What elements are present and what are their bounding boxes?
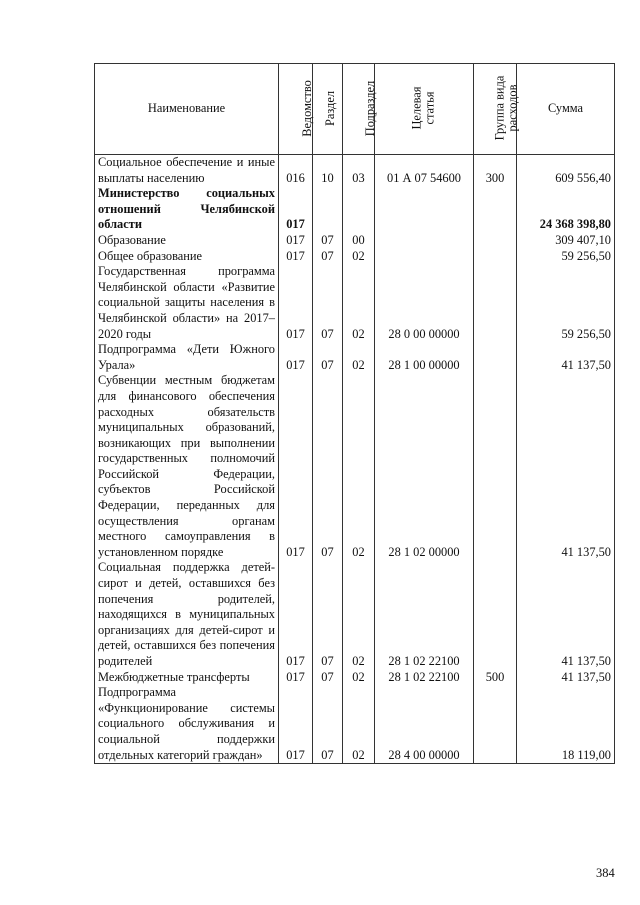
col-header-summa: Сумма	[517, 64, 615, 155]
cell-celevaya-statya	[375, 249, 474, 265]
cell-vedomstvo: 017	[279, 264, 313, 342]
col-header-name: Наименование	[95, 64, 279, 155]
cell-celevaya-statya: 28 4 00 00000	[375, 685, 474, 763]
cell-razdel: 10	[313, 155, 343, 187]
cell-celevaya-statya: 28 1 02 22100	[375, 560, 474, 669]
cell-gruppa-vida-rashodov	[474, 373, 517, 560]
cell-vedomstvo: 017	[279, 186, 313, 233]
cell-summa: 41 137,50	[517, 373, 615, 560]
col-header-gruppa-vida-rashodov: Группа вида расходов	[474, 64, 517, 155]
cell-razdel: 07	[313, 685, 343, 763]
cell-gruppa-vida-rashodov: 300	[474, 155, 517, 187]
cell-name: Образование	[95, 233, 279, 249]
cell-name: Министерство социальных отношений Челябинской области	[95, 186, 279, 233]
cell-celevaya-statya: 01 А 07 54600	[375, 155, 474, 187]
cell-name: Межбюджетные трансферты	[95, 670, 279, 686]
cell-name: Государственная программа Челябинской области «Развитие социальной защиты населения в Челябинской области» на 2017–2020 годы	[95, 264, 279, 342]
cell-razdel: 07	[313, 670, 343, 686]
cell-summa: 59 256,50	[517, 264, 615, 342]
cell-celevaya-statya: 28 1 02 22100	[375, 670, 474, 686]
cell-vedomstvo: 017	[279, 670, 313, 686]
table-row	[95, 233, 615, 249]
cell-podrazdel	[343, 186, 375, 233]
cell-podrazdel: 02	[343, 342, 375, 373]
cell-vedomstvo: 017	[279, 685, 313, 763]
col-header-podrazdel: Подраздел	[343, 64, 375, 155]
col-header-razdel: Раздел	[313, 64, 343, 155]
cell-summa: 41 137,50	[517, 560, 615, 669]
cell-gruppa-vida-rashodov	[474, 186, 517, 233]
cell-podrazdel: 02	[343, 685, 375, 763]
cell-summa: 24 368 398,80	[517, 186, 615, 233]
cell-gruppa-vida-rashodov	[474, 685, 517, 763]
cell-celevaya-statya: 28 1 00 00000	[375, 342, 474, 373]
cell-razdel: 07	[313, 233, 343, 249]
cell-name: Подпрограмма «Дети Южного Урала»	[95, 342, 279, 373]
table-row	[95, 342, 615, 373]
cell-celevaya-statya: 28 1 02 00000	[375, 373, 474, 560]
cell-vedomstvo: 017	[279, 233, 313, 249]
cell-summa: 609 556,40	[517, 155, 615, 187]
cell-name: Социальная поддержка детей-сирот и детей, оставшихся без попечения родителей, находящихся в муниципальных организациях для детей-сирот и детей, оставшихся без попечения родителей	[95, 560, 279, 669]
table-row	[95, 685, 615, 763]
cell-name: Общее образование	[95, 249, 279, 265]
cell-celevaya-statya	[375, 186, 474, 233]
cell-podrazdel: 02	[343, 249, 375, 265]
cell-podrazdel: 02	[343, 373, 375, 560]
cell-celevaya-statya	[375, 233, 474, 249]
cell-summa: 59 256,50	[517, 249, 615, 265]
cell-gruppa-vida-rashodov: 500	[474, 670, 517, 686]
cell-razdel: 07	[313, 342, 343, 373]
cell-razdel: 07	[313, 373, 343, 560]
cell-summa: 41 137,50	[517, 342, 615, 373]
table-row	[95, 373, 615, 560]
cell-vedomstvo: 017	[279, 342, 313, 373]
cell-summa: 41 137,50	[517, 670, 615, 686]
col-header-celevaya-statya: Целевая статья	[375, 64, 474, 155]
table-row	[95, 560, 615, 669]
budget-table	[94, 63, 615, 764]
cell-podrazdel: 02	[343, 670, 375, 686]
cell-gruppa-vida-rashodov	[474, 342, 517, 373]
cell-razdel: 07	[313, 249, 343, 265]
cell-razdel	[313, 186, 343, 233]
cell-gruppa-vida-rashodov	[474, 233, 517, 249]
table-row	[95, 249, 615, 265]
cell-podrazdel: 02	[343, 264, 375, 342]
cell-vedomstvo: 017	[279, 249, 313, 265]
page-number: 384	[596, 866, 615, 880]
cell-gruppa-vida-rashodov	[474, 560, 517, 669]
cell-razdel: 07	[313, 560, 343, 669]
cell-summa: 18 119,00	[517, 685, 615, 763]
cell-name: Подпрограмма «Функционирование системы социального обслуживания и социальной поддержки отдельных категорий граждан»	[95, 685, 279, 763]
cell-podrazdel: 03	[343, 155, 375, 187]
table-row	[95, 670, 615, 686]
table-row	[95, 155, 615, 187]
cell-gruppa-vida-rashodov	[474, 264, 517, 342]
cell-vedomstvo: 017	[279, 373, 313, 560]
cell-gruppa-vida-rashodov	[474, 249, 517, 265]
cell-name: Субвенции местным бюджетам для финансового обеспечения расходных обязательств муниципальных образований, возникающих при выполнении государственных полномочий Российской Федерации, субъектов Российской Федерации, переданных для осуществления органам местного самоуправления в установленном порядке	[95, 373, 279, 560]
col-header-vedomstvo: Ведомство	[279, 64, 313, 155]
cell-name: Социальное обеспечение и иные выплаты населению	[95, 155, 279, 187]
cell-podrazdel: 02	[343, 560, 375, 669]
cell-vedomstvo: 017	[279, 560, 313, 669]
table-header-row	[95, 64, 615, 155]
cell-podrazdel: 00	[343, 233, 375, 249]
cell-vedomstvo: 016	[279, 155, 313, 187]
table-row	[95, 264, 615, 342]
cell-razdel: 07	[313, 264, 343, 342]
cell-celevaya-statya: 28 0 00 00000	[375, 264, 474, 342]
cell-summa: 309 407,10	[517, 233, 615, 249]
table-row	[95, 186, 615, 233]
